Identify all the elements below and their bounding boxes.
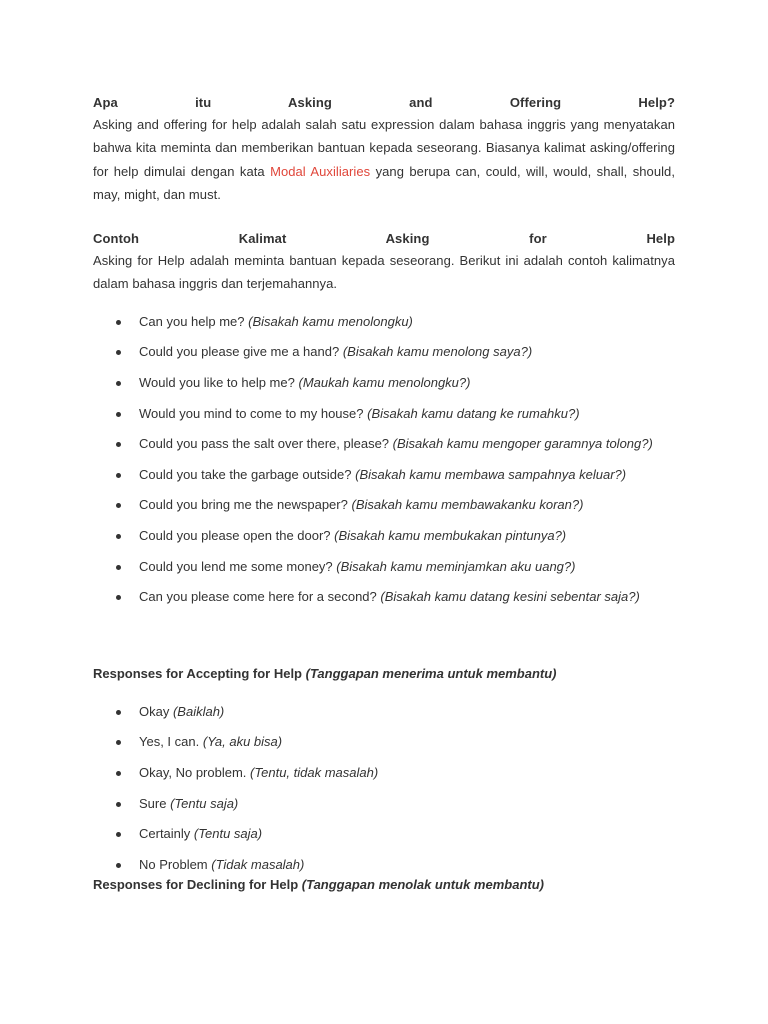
list-item (93, 373, 675, 404)
intro-heading-word: Apa (93, 95, 118, 110)
intro-paragraph (93, 113, 675, 206)
item-english: Would you like to help me? (139, 374, 295, 390)
accepting-responses-list (93, 702, 675, 886)
item-translation: (Maukah kamu menolongku?) (298, 374, 471, 390)
list-item (93, 495, 675, 526)
asking-heading-word: Help (646, 231, 676, 247)
intro-heading-word: itu (195, 95, 212, 110)
spacer (93, 684, 675, 702)
list-item (93, 587, 675, 618)
asking-heading (93, 229, 675, 249)
accepting-title-translation: (Tanggapan menerima untuk membantu) (305, 665, 557, 681)
list-item (93, 434, 675, 465)
asking-heading-word: for (529, 231, 547, 247)
list-item (93, 312, 675, 343)
bullet-icon (116, 863, 121, 868)
bullet-icon (116, 710, 121, 715)
bullet-icon (116, 771, 121, 776)
item-translation: (Bisakah kamu meminjamkan aku uang?) (336, 558, 576, 574)
item-english: No Problem (139, 856, 208, 872)
spacer (93, 206, 675, 229)
intro-heading-word: Asking (288, 95, 332, 110)
item-translation: (Tidak masalah) (211, 856, 305, 872)
asking-heading-word: Kalimat (238, 231, 287, 247)
item-english: Could you pass the salt over there, please? (139, 436, 390, 452)
modal-auxiliaries-link[interactable]: Modal Auxiliaries (270, 163, 371, 179)
item-translation: (Tentu saja) (193, 826, 263, 842)
bullet-icon (116, 565, 121, 570)
item-translation: (Ya, aku bisa) (202, 734, 283, 750)
item-english: Would you mind to come to my house? (139, 405, 364, 421)
item-translation: (Bisakah kamu datang kesini sebentar saja?) (380, 589, 640, 605)
intro-heading-word: Help? (638, 95, 676, 110)
bullet-icon (116, 534, 121, 539)
bullet-icon (116, 503, 121, 508)
bullet-icon (116, 832, 121, 837)
spacer (93, 618, 675, 664)
list-item (93, 794, 675, 825)
list-item (93, 465, 675, 496)
item-translation: (Bisakah kamu membawa sampahnya keluar?) (355, 466, 627, 482)
list-item (93, 404, 675, 435)
asking-heading-word: Contoh (93, 231, 140, 247)
intro-heading (93, 93, 675, 113)
item-english: Yes, I can. (139, 734, 200, 750)
accepting-title (93, 664, 675, 684)
bullet-icon (116, 740, 121, 745)
item-english: Could you lend me some money? (139, 558, 333, 574)
item-translation: (Bisakah kamu membawakanku koran?) (351, 497, 584, 513)
item-english: Could you take the garbage outside? (139, 466, 352, 482)
asking-examples-list (93, 312, 675, 618)
item-english: Could you bring me the newspaper? (139, 497, 348, 513)
bullet-icon (116, 350, 121, 355)
list-item (93, 557, 675, 588)
item-english: Could you please give me a hand? (139, 344, 340, 360)
spacer (93, 296, 675, 312)
list-item (93, 702, 675, 733)
list-item (93, 824, 675, 855)
item-english: Okay, No problem. (139, 764, 247, 780)
asking-heading-word: Asking (385, 231, 430, 247)
bullet-icon (116, 320, 121, 325)
bullet-icon (116, 473, 121, 478)
item-translation: (Bisakah kamu datang ke rumahku?) (367, 405, 580, 421)
item-translation: (Bisakah kamu mengoper garamnya tolong?) (392, 436, 653, 452)
item-english: Okay (139, 703, 170, 719)
list-item (93, 763, 675, 794)
item-english: Could you please open the door? (139, 527, 331, 543)
declining-title-translation: (Tanggapan menolak untuk membantu) (301, 877, 544, 893)
list-item (93, 855, 675, 886)
bullet-icon (116, 595, 121, 600)
item-english: Certainly (139, 826, 191, 842)
item-english: Sure (139, 795, 167, 811)
item-translation: (Bisakah kamu membukakan pintunya?) (334, 527, 567, 543)
accepting-title-text: Responses for Accepting for Help (93, 665, 302, 681)
item-translation: (Tentu, tidak masalah) (250, 764, 379, 780)
bullet-icon (116, 412, 121, 417)
item-english: Can you please come here for a second? (139, 589, 377, 605)
item-english: Can you help me? (139, 313, 245, 329)
item-translation: (Tentu saja) (170, 795, 239, 811)
item-translation: (Baiklah) (172, 703, 225, 719)
list-item (93, 526, 675, 557)
intro-paragraph-part1: Asking and offering for help adalah salah satu expression dalam bahasa inggris yang menyatakan bahwa kita meminta dan memberikan bantuan kepada seseorang. Biasanya kalimat asking/offering for help dimulai dengan kata (93, 117, 675, 179)
asking-paragraph: Asking for Help adalah meminta bantuan kepada seseorang. Berikut ini adalah contoh kalimatnya dalam bahasa inggris dan terjemahannya. (93, 253, 675, 292)
declining-title-text: Responses for Declining for Help (93, 877, 299, 893)
item-translation: (Bisakah kamu menolongku) (248, 313, 413, 329)
bullet-icon (116, 442, 121, 447)
bullet-icon (116, 381, 121, 386)
list-item (93, 732, 675, 763)
item-translation: (Bisakah kamu menolong saya?) (342, 344, 533, 360)
document-page (93, 93, 675, 895)
intro-paragraph-part2: yang berupa can, could, will, would, shall, should, may, might, dan must. (93, 163, 675, 202)
list-item (93, 342, 675, 373)
intro-heading-word: and (409, 95, 433, 110)
intro-heading-word: Offering (509, 95, 562, 110)
bullet-icon (116, 802, 121, 807)
